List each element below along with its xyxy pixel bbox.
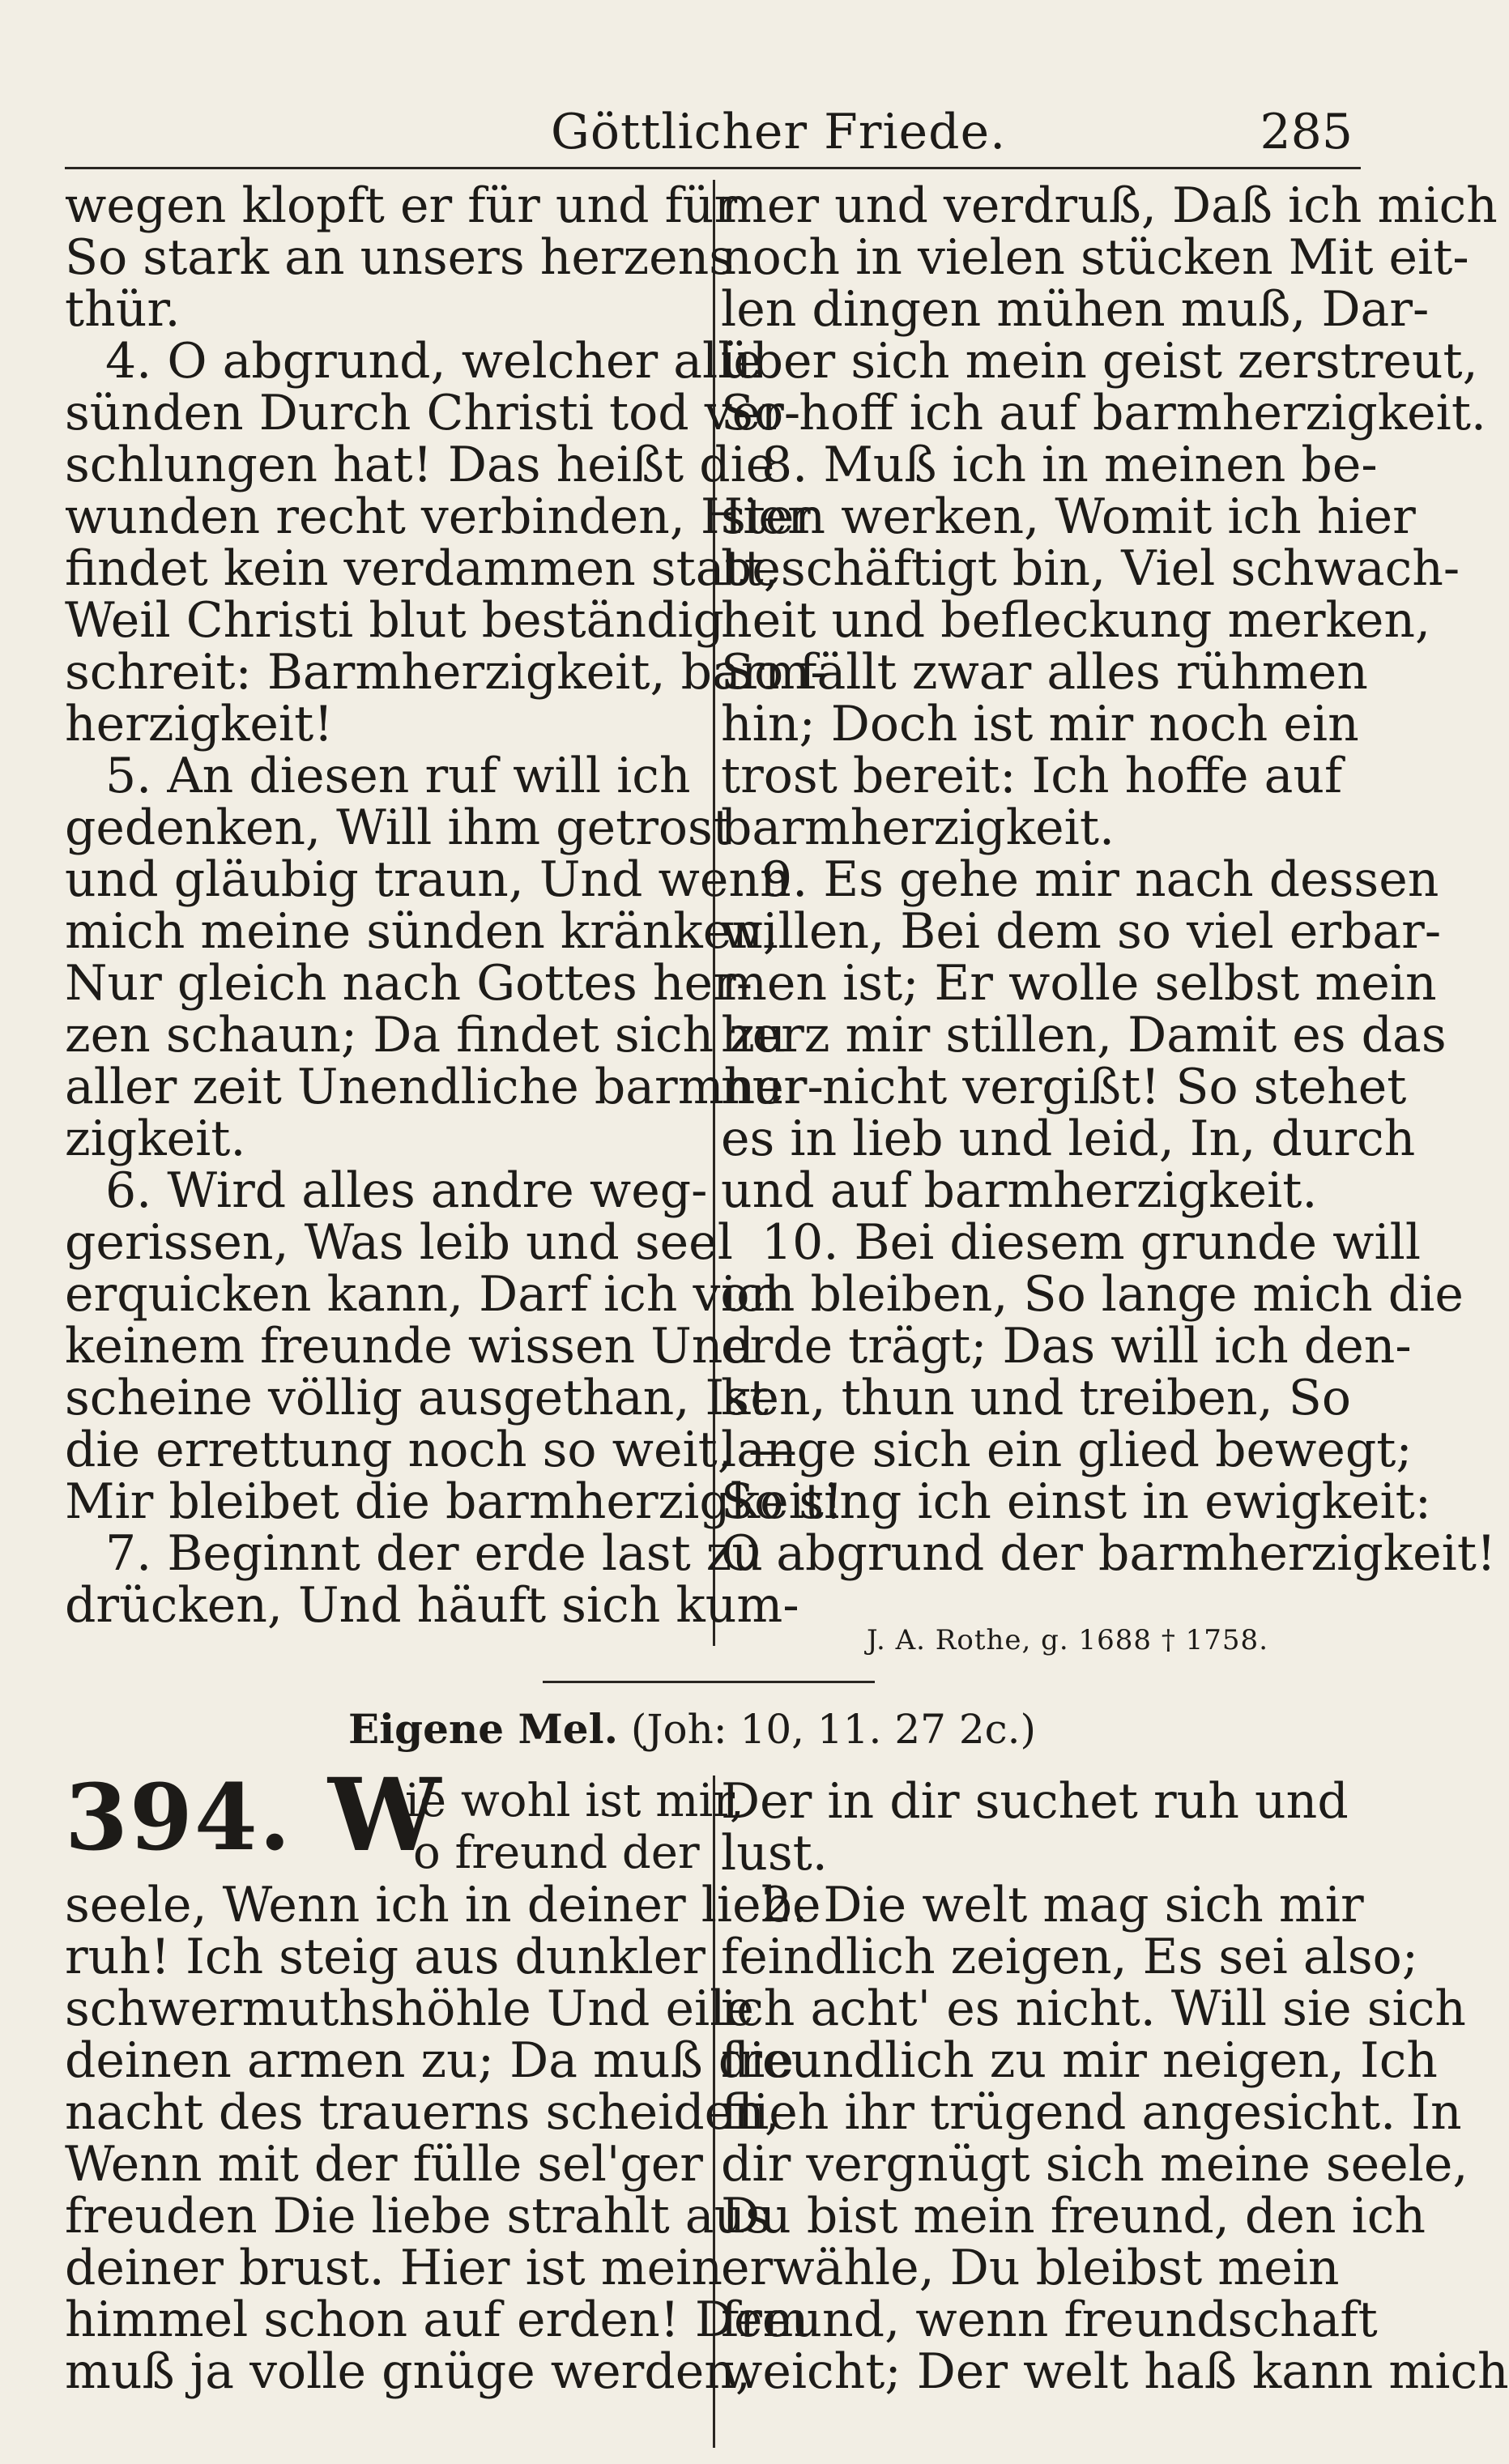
text-line: barmherzigkeit.	[721, 799, 1115, 856]
text-line: schwermuthshöhle Und eile	[65, 1980, 754, 2037]
text-line: freundlich zu mir neigen, Ich	[721, 2032, 1438, 2089]
text-line: drücken, Und häuft sich kum-	[65, 1577, 799, 1634]
verse-start-line: 4. O abgrund, welcher alle	[105, 333, 762, 390]
running-head	[65, 96, 1361, 169]
text-line: willen, Bei dem so viel erbar-	[721, 903, 1442, 960]
text-line: über sich mein geist zerstreut,	[721, 333, 1478, 390]
text-line: zigkeit.	[65, 1111, 246, 1167]
verse-start-line: 5. An diesen ruf will ich	[105, 748, 691, 804]
text-line: Der in dir suchet ruh und	[721, 1773, 1349, 1830]
text-line: deiner brust. Hier ist mein	[65, 2240, 723, 2296]
hymn-column-right	[721, 1773, 1509, 2400]
text-line: aller zeit Unendliche barmher-	[65, 1059, 824, 1115]
text-column-right-top	[721, 177, 1498, 1582]
melody-label: Eigene Mel.	[348, 1705, 619, 1753]
text-line: hin; Doch ist mir noch ein	[721, 696, 1359, 752]
text-line: o freund der	[413, 1827, 700, 1879]
section-divider	[543, 1681, 875, 1683]
text-line: und gläubig traun, Und wenn	[65, 851, 791, 908]
text-line: nur nicht vergißt! So stehet	[721, 1059, 1407, 1115]
text-line: Weil Christi blut beständig	[65, 592, 724, 649]
text-line: herzigkeit!	[65, 696, 334, 752]
text-line: mich meine sünden kränken,	[65, 903, 778, 960]
text-line: dir vergnügt sich meine seele,	[721, 2136, 1469, 2193]
text-line: sünden Durch Christi tod ver-	[65, 385, 801, 441]
text-line: sten werken, Womit ich hier	[721, 488, 1416, 545]
text-line: thür.	[65, 281, 181, 338]
author-attribution: J. A. Rothe, g. 1688 † 1758.	[867, 1624, 1268, 1656]
text-line: und auf barmherzigkeit.	[721, 1162, 1318, 1219]
text-line: deinen armen zu; Da muß die	[65, 2032, 794, 2089]
running-title: Göttlicher Friede.	[551, 104, 1007, 160]
text-line: noch in vielen stücken Mit eit-	[721, 229, 1469, 286]
text-line: muß ja volle gnüge werden,	[65, 2343, 751, 2400]
text-line: men ist; Er wolle selbst mein	[721, 955, 1437, 1012]
text-line: ken, thun und treiben, So	[721, 1370, 1351, 1426]
hymn-opening-lines	[405, 1775, 744, 1879]
text-column-left-top	[65, 177, 844, 1634]
text-line: flieh ihr trügend angesicht. In	[721, 2084, 1462, 2141]
text-line: Wenn mit der fülle sel'ger	[65, 2136, 703, 2193]
text-line: erwähle, Du bleibst mein	[721, 2240, 1340, 2296]
text-line: schlungen hat! Das heißt die	[65, 437, 775, 493]
verse-start-line: 8. Muß ich in meinen be-	[761, 437, 1378, 493]
text-line: nacht des trauerns scheiden,	[65, 2084, 780, 2141]
text-line: ich bleiben, So lange mich die	[721, 1266, 1464, 1323]
text-line: zen schaun; Da findet sich zu	[65, 1007, 786, 1064]
text-line: gedenken, Will ihm getrost	[65, 799, 732, 856]
text-line: So sing ich einst in ewigkeit:	[721, 1473, 1431, 1530]
text-line: Mir bleibet die barmherzigkeit!	[65, 1473, 844, 1530]
text-line: es in lieb und leid, In, durch	[721, 1111, 1416, 1167]
text-line: weicht; Der welt haß kann mich	[721, 2343, 1509, 2400]
text-line: So stark an unsers herzens	[65, 229, 735, 286]
text-line: findet kein verdammen statt,	[65, 540, 779, 597]
text-line: So hoff ich auf barmherzigkeit.	[721, 385, 1486, 441]
verse-start-line: 6. Wird alles andre weg-	[105, 1162, 708, 1219]
text-line: seele, Wenn ich in deiner liebe	[65, 1877, 821, 1933]
text-line: erde trägt; Das will ich den-	[721, 1318, 1412, 1375]
text-line: mer und verdruß, Daß ich mich	[721, 177, 1498, 234]
scripture-reference: (Joh: 10, 11. 27 2c.)	[630, 1706, 1037, 1753]
text-line: himmel schon auf erden! Dem	[65, 2291, 809, 2348]
text-line: freuden Die liebe strahlt aus	[65, 2188, 770, 2244]
text-line: herz mir stillen, Damit es das	[721, 1007, 1447, 1064]
text-line: beschäftigt bin, Viel schwach-	[721, 540, 1460, 597]
text-line: ich acht' es nicht. Will sie sich	[721, 1980, 1466, 2037]
text-line: lange sich ein glied bewegt;	[721, 1422, 1413, 1478]
text-line: lust.	[721, 1825, 828, 1882]
melody-line	[348, 1705, 1036, 1753]
text-line: feindlich zeigen, Es sei also;	[721, 1929, 1418, 1985]
text-line: wunden recht verbinden, Hier	[65, 488, 811, 545]
text-line: freund, wenn freundschaft	[721, 2291, 1378, 2348]
text-line: erquicken kann, Darf ich von	[65, 1266, 782, 1323]
page-number: 285	[1260, 104, 1353, 160]
text-line: So fällt zwar alles rühmen	[721, 644, 1368, 701]
text-line: scheine völlig ausgethan, Ist	[65, 1370, 769, 1426]
text-line: wegen klopft er für und für	[65, 177, 738, 234]
text-line: keinem freunde wissen Und	[65, 1318, 754, 1375]
text-line: die errettung noch so weit, —	[65, 1422, 797, 1478]
text-line: schreit: Barmherzigkeit, barm-	[65, 644, 827, 701]
text-line: ie wohl ist mir,	[405, 1775, 744, 1827]
hymn-column-left	[65, 1877, 821, 2400]
verse-start-line: 10. Bei diesem grunde will	[761, 1214, 1422, 1271]
text-line: gerissen, Was leib und seel	[65, 1214, 733, 1271]
text-line: O abgrund der barmherzigkeit!	[721, 1525, 1497, 1582]
verse-start-line: 7. Beginnt der erde last zu	[105, 1525, 764, 1582]
text-line: trost bereit: Ich hoffe auf	[721, 748, 1343, 804]
verse-start-line: 2. Die welt mag sich mir	[761, 1877, 1364, 1933]
hymn-number: 394.	[65, 1765, 292, 1871]
text-line: len dingen mühen muß, Dar-	[721, 281, 1430, 338]
text-line: Du bist mein freund, den ich	[721, 2188, 1426, 2244]
drop-cap: W	[328, 1757, 441, 1874]
verse-start-line: 9. Es gehe mir nach dessen	[761, 851, 1439, 908]
text-line: Nur gleich nach Gottes her-	[65, 955, 752, 1012]
text-line: ruh! Ich steig aus dunkler	[65, 1929, 705, 1985]
text-line: heit und befleckung merken,	[721, 592, 1431, 649]
